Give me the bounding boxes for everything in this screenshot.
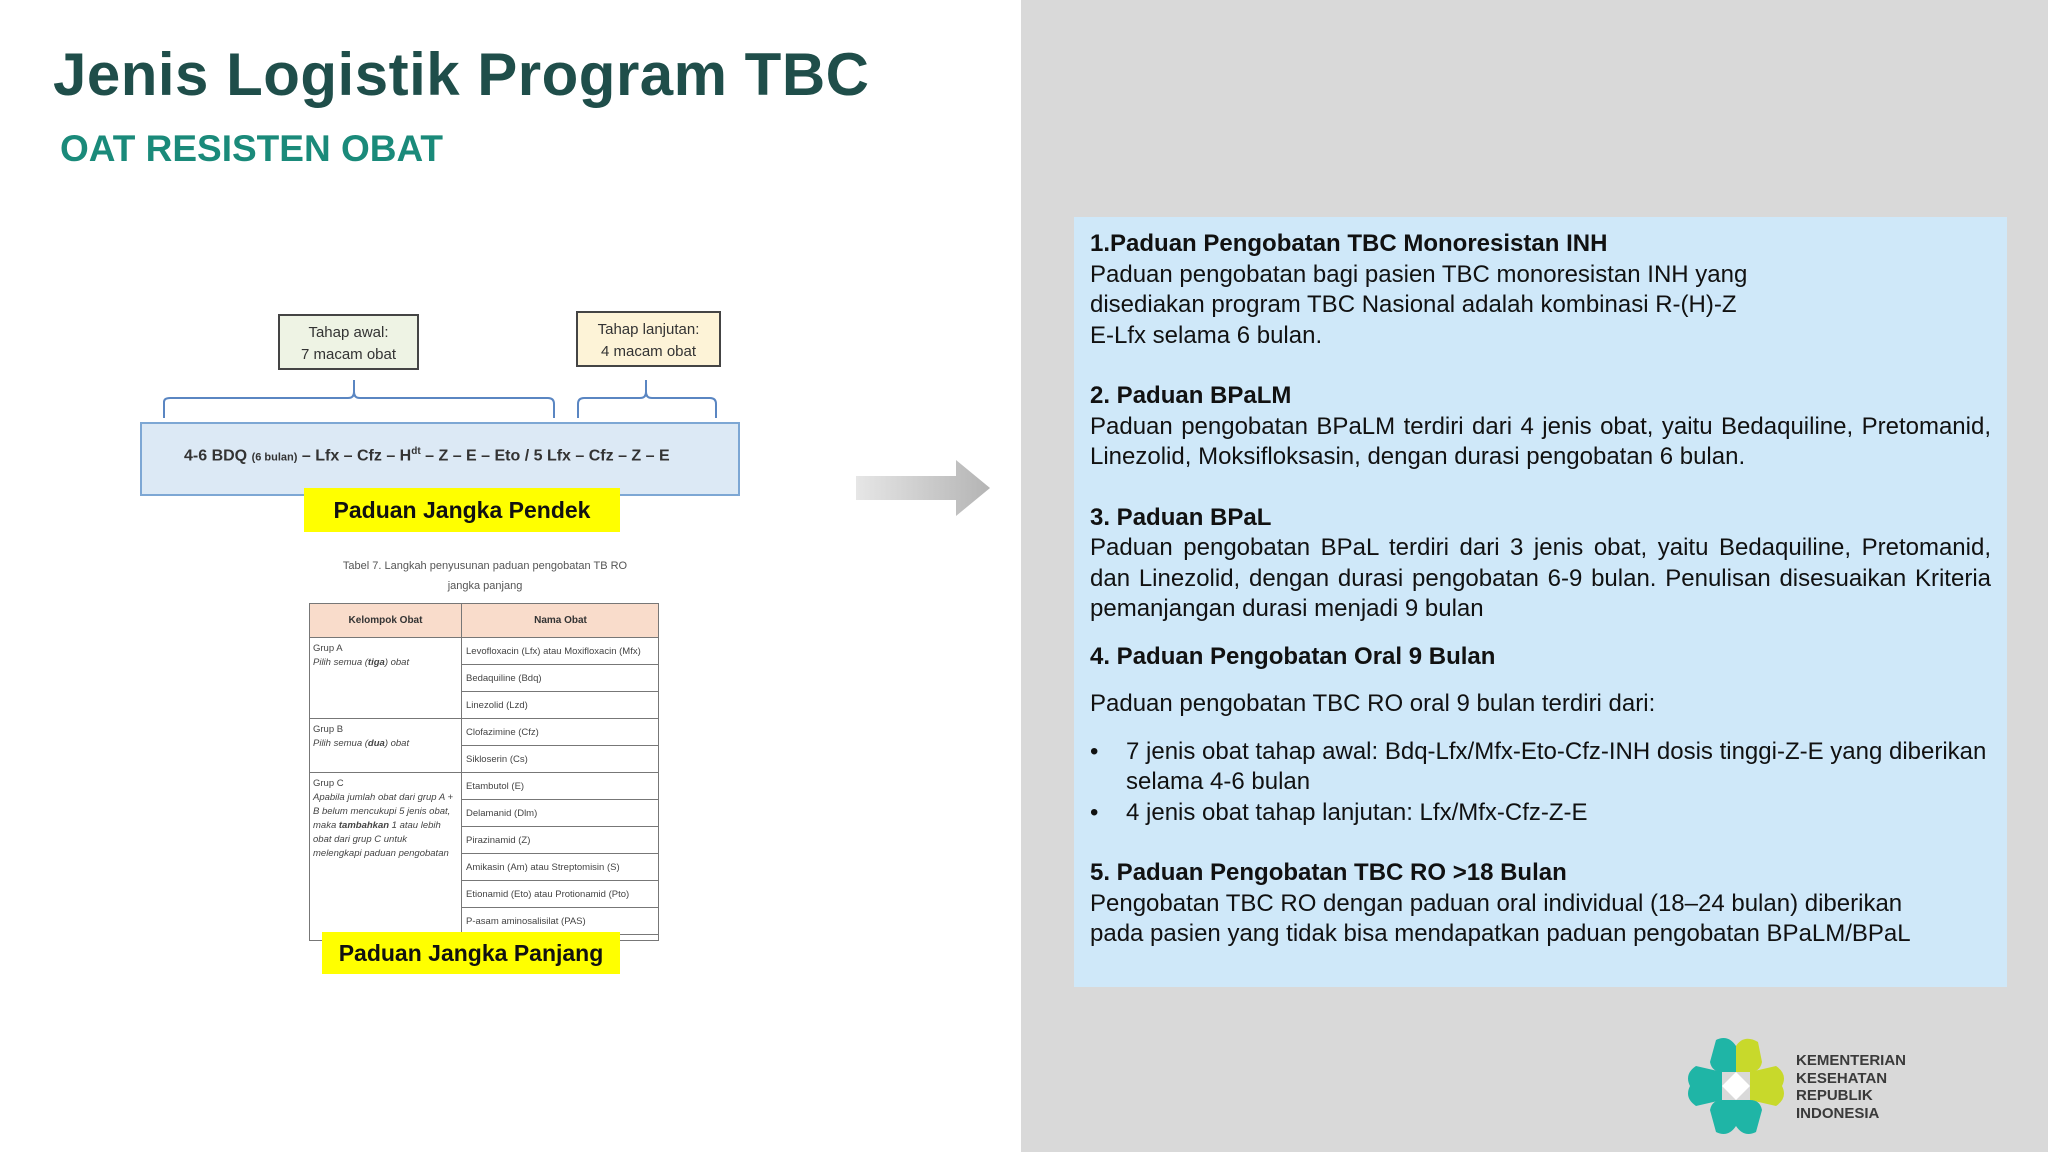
logo-line2: KESEHATAN [1796, 1069, 1888, 1087]
section3-body: Paduan pengobatan BPaL terdiri dari 3 jenis obat, yaitu Bedaquiline, Pretomanid, dan Linezolid, dengan durasi pengobatan 6-9 bulan. Penulisan disesuaikan Kriteria pemanjangan durasi menjadi 9 bulan [1090, 534, 1991, 622]
drug-cell: Bedaquiline (Bdq) [462, 665, 659, 692]
section3-title: 3. Paduan BPaL [1090, 503, 1272, 531]
kemenkes-logo-text [1796, 1052, 1906, 1122]
stage-late-box [576, 311, 721, 367]
drug-cell: P-asam aminosalisilat (PAS) [462, 908, 659, 935]
section1-line2: disediakan program TBC Nasional adalah kombinasi R-(H)-Z [1090, 291, 1737, 318]
drug-cell: Amikasin (Am) atau Streptomisin (S) [462, 854, 659, 881]
section1-line3: E-Lfx selama 6 bulan. [1090, 321, 1323, 349]
drug-cell: Etambutol (E) [462, 773, 659, 800]
group-a-cell [310, 638, 462, 719]
slide-title: Jenis Logistik Program TBC [53, 41, 870, 108]
long-regimen-label: Paduan Jangka Panjang [322, 932, 620, 974]
stage-early-line1: Tahap awal: [308, 324, 389, 341]
drug-cell: Sikloserin (Cs) [462, 746, 659, 773]
section5-line2: pada pasien yang tidak bisa mendapatkan paduan pengobatan BPaLM/BPaL [1090, 920, 1911, 947]
slide-subtitle: OAT RESISTEN OBAT [60, 128, 444, 169]
section1-line1: Paduan pengobatan bagi pasien TBC monoresistan INH yang [1090, 260, 1748, 288]
group-c-desc: Apabila jumlah obat dari grup A + B belum mencukupi 5 jenis obat, maka tambahkan 1 atau lebih obat dari grup C untuk melengkapi paduan pengobatan [313, 792, 454, 859]
group-b-name: Grup B [313, 724, 344, 735]
logo-line1: KEMENTERIAN [1796, 1052, 1907, 1069]
section5-title: 5. Paduan Pengobatan TBC RO >18 Bulan [1090, 859, 1567, 886]
short-regimen-label: Paduan Jangka Pendek [304, 488, 620, 532]
bullet-dot: • [1090, 737, 1099, 765]
stage-early-box [278, 314, 419, 370]
group-a-name: Grup A [313, 643, 343, 654]
stage-early-line2: 7 macam obat [300, 346, 397, 363]
regimen-duration: (6 bulan) [251, 451, 298, 464]
table-header-drug: Nama Obat [462, 604, 659, 638]
regimen-part3: – Z – E – Eto / 5 Lfx – Cfz – Z – E [420, 447, 670, 465]
section1-title: 1.Paduan Pengobatan TBC Monoresistan INH [1090, 230, 1608, 257]
group-b-cell [310, 719, 462, 773]
regimen-sup: dt [411, 446, 421, 457]
drug-cell: Delamanid (Dlm) [462, 800, 659, 827]
table-caption [300, 556, 670, 596]
section4-intro: Paduan pengobatan TBC RO oral 9 bulan terdiri dari: [1090, 690, 1656, 717]
table-caption-line2: jangka panjang [447, 580, 523, 592]
drug-cell: Clofazimine (Cfz) [462, 719, 659, 746]
group-c-name: Grup C [313, 778, 344, 789]
section2-title: 2. Paduan BPaLM [1090, 382, 1292, 409]
stage-late-line1: Tahap lanjutan: [597, 321, 700, 338]
logo-line4: INDONESIA [1796, 1104, 1880, 1122]
section4-bullet [1090, 798, 1991, 829]
stage-braces [160, 380, 720, 420]
regimen-part2: – Lfx – Cfz – H [297, 447, 412, 465]
short-regimen-formula [184, 446, 670, 465]
short-regimen-bar [140, 422, 740, 496]
arrow-right-icon [856, 458, 992, 518]
group-c-cell [310, 773, 462, 941]
regimen-part1: 4-6 BDQ [184, 447, 252, 465]
drug-cell: Levofloxacin (Lfx) atau Moxifloxacin (Mfx) [462, 638, 659, 665]
section4-bullet2-text: 4 jenis obat tahap lanjutan: Lfx/Mfx-Cfz-Z-E [1126, 798, 1588, 826]
drug-table [309, 603, 659, 941]
section4-bullet1-text: 7 jenis obat tahap awal: Bdq-Lfx/Mfx-Eto-Cfz-INH dosis tinggi-Z-E yang diberikan selama 4-6 bulan [1126, 737, 1987, 795]
section4-bullet [1090, 737, 1991, 798]
drug-cell: Etionamid (Eto) atau Protionamid (Pto) [462, 881, 659, 908]
bullet-dot: • [1090, 798, 1099, 826]
section5-line1: Pengobatan TBC RO dengan paduan oral individual (18–24 bulan) diberikan [1090, 889, 1903, 917]
group-a-desc: Pilih semua (tiga) obat [313, 657, 410, 668]
group-b-desc: Pilih semua (dua) obat [313, 738, 410, 749]
drug-cell: Linezolid (Lzd) [462, 692, 659, 719]
table-caption-line1: Tabel 7. Langkah penyusunan paduan pengobatan TB RO [342, 560, 628, 572]
drug-cell: Pirazinamid (Z) [462, 827, 659, 854]
section4-title: 4. Paduan Pengobatan Oral 9 Bulan [1090, 642, 1496, 670]
table-header-group: Kelompok Obat [310, 604, 462, 638]
stage-late-line2: 4 macam obat [600, 343, 697, 360]
regimen-info-panel [1074, 217, 2007, 987]
section2-body: Paduan pengobatan BPaLM terdiri dari 4 jenis obat, yaitu Bedaquiline, Pretomanid, Linezolid, Moksifloksasin, dengan durasi pengobatan 6 bulan. [1090, 412, 1991, 470]
logo-line3: REPUBLIK [1796, 1087, 1873, 1104]
kemenkes-logo-icon [1686, 1036, 1786, 1136]
